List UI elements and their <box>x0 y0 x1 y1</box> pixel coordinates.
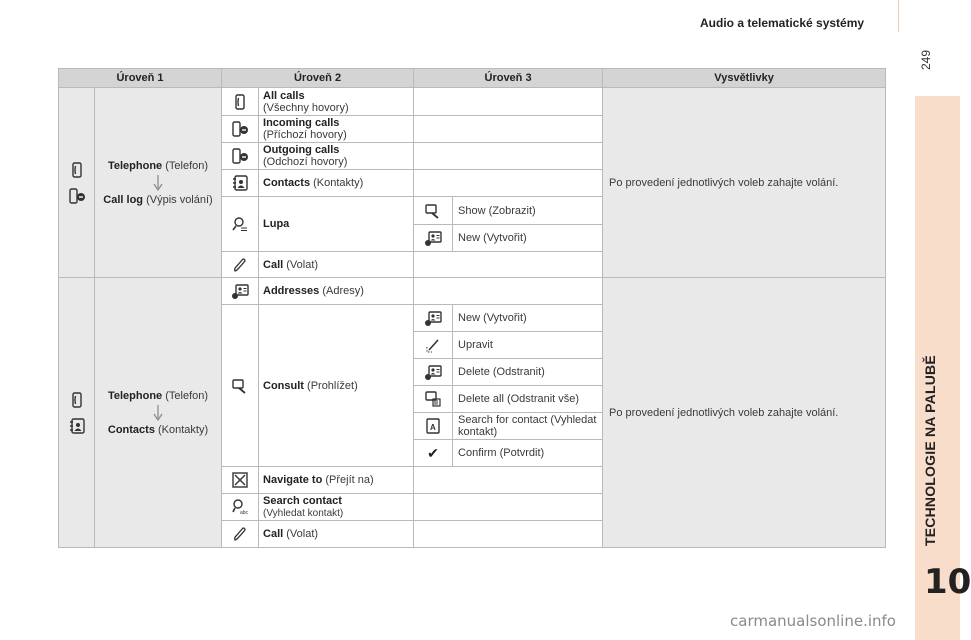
call-log-icon <box>68 187 86 205</box>
phone-list-icon <box>231 93 249 111</box>
telephone-label-rest: (Telefon) <box>162 389 209 402</box>
section2-explanation: Po provedení jednotlivých voleb zahajte volání. <box>603 278 886 548</box>
show-option[interactable]: Show (Zobrazit) <box>453 197 603 225</box>
checkmark-icon: ✔ <box>427 444 439 461</box>
navigate-icon <box>231 471 249 489</box>
show-icon-cell <box>414 197 453 225</box>
delete-all-option[interactable]: Delete all (Odstranit vše) <box>453 386 603 413</box>
new-icon-cell <box>414 225 453 252</box>
empty-l3 <box>414 252 603 278</box>
contacts-icon-cell <box>222 170 259 197</box>
chapter-title: TECHNOLOGIE NA PALUBĚ <box>922 355 938 546</box>
search-contact-item[interactable] <box>259 494 414 521</box>
magnifier-icon <box>231 215 249 233</box>
call-label: Call <box>263 528 284 540</box>
all-calls-item[interactable] <box>259 88 414 116</box>
section1-level1 <box>95 88 222 278</box>
call-sub: (Volat) <box>283 258 319 271</box>
section2-icons <box>59 278 95 548</box>
incoming-calls-sub: (Příchozí hovory) <box>263 129 347 141</box>
delete-option[interactable]: Delete (Odstranit) <box>453 359 603 386</box>
address-card-icon <box>231 282 249 300</box>
page-header-title: Audio a telematické systémy <box>700 16 865 30</box>
consult-icon-cell <box>222 305 259 467</box>
telephone-label: Telephone <box>107 389 163 402</box>
lupa-label: Lupa <box>263 218 290 230</box>
page-number: 249 <box>919 49 933 70</box>
incoming-icon-cell <box>222 116 259 143</box>
empty-l3 <box>414 88 603 116</box>
consult-sub: (Prohlížet) <box>303 379 358 392</box>
edit-option[interactable]: Upravit <box>453 332 603 359</box>
all-calls-label: All calls <box>263 89 305 102</box>
delete-icon-cell <box>414 359 453 386</box>
incoming-calls-item[interactable] <box>259 116 414 143</box>
new-contact-icon <box>424 229 442 247</box>
lupa-icon-cell <box>222 197 259 252</box>
contacts-label: Contacts <box>263 177 311 189</box>
section2-level1 <box>95 278 222 548</box>
search-contact-sub: (Vyhledat kontakt) <box>263 507 344 519</box>
contacts-sub: (Kontakty) <box>310 177 364 189</box>
confirm-option[interactable]: Confirm (Potvrdit) <box>453 440 603 467</box>
navigate-sub: (Přejít na) <box>322 474 374 486</box>
call-item[interactable] <box>259 252 414 278</box>
phone-incoming-icon <box>231 120 249 138</box>
call-label: Call <box>263 258 284 271</box>
section1-explanation: Po provedení jednotlivých voleb zahajte volání. <box>603 88 886 278</box>
new-option[interactable]: New (Vytvořit) <box>453 225 603 252</box>
call-icon-cell <box>222 521 259 548</box>
call-log-label-rest: (Výpis volání) <box>143 193 213 206</box>
addresses-item[interactable] <box>259 278 414 305</box>
contacts-icon <box>231 174 249 192</box>
phone-icon <box>68 391 86 409</box>
phone-icon <box>68 161 86 179</box>
contacts-label: Contacts <box>107 423 155 436</box>
empty-l3 <box>414 467 603 494</box>
addresses-icon-cell <box>222 278 259 305</box>
call-sub: (Volat) <box>283 528 319 540</box>
empty-l3 <box>414 143 603 170</box>
call-icon <box>231 525 249 543</box>
outgoing-calls-item[interactable] <box>259 143 414 170</box>
menu-table <box>58 68 886 548</box>
navigate-icon-cell <box>222 467 259 494</box>
telephone-label-rest: (Telefon) <box>162 159 209 172</box>
show-icon <box>424 202 442 220</box>
incoming-calls-label: Incoming calls <box>263 117 340 129</box>
search-contact-icon <box>424 417 442 435</box>
header-divider <box>898 0 899 32</box>
all-calls-icon-cell <box>222 88 259 116</box>
delete-all-icon-cell <box>414 386 453 413</box>
call-item[interactable] <box>259 521 414 548</box>
confirm-icon-cell <box>414 440 453 467</box>
delete-icon <box>424 363 442 381</box>
telephone-label: Telephone <box>107 159 163 172</box>
empty-l3 <box>414 278 603 305</box>
addresses-label: Addresses <box>263 285 320 297</box>
call-icon <box>231 256 249 274</box>
search-contact-option[interactable]: Search for contact (Vyhledat kontakt) <box>453 413 603 440</box>
addresses-sub: (Adresy) <box>319 285 364 297</box>
watermark: carmanualsonline.info <box>730 612 896 630</box>
all-calls-sub: (Všechny hovory) <box>263 101 349 114</box>
consult-item[interactable] <box>259 305 414 467</box>
empty-l3 <box>414 170 603 197</box>
new-icon-cell <box>414 305 453 332</box>
edit-icon <box>424 336 442 354</box>
header-explanation: Vysvětlivky <box>603 69 886 88</box>
empty-l3 <box>414 116 603 143</box>
empty-l3 <box>414 521 603 548</box>
navigate-item[interactable] <box>259 467 414 494</box>
section1-icons <box>59 88 95 278</box>
search-abc-icon-cell <box>222 494 259 521</box>
contacts-label-rest: (Kontakty) <box>154 423 209 436</box>
search-abc-icon <box>231 498 249 516</box>
lupa-item[interactable] <box>259 197 414 252</box>
consult-icon <box>231 377 249 395</box>
new-contact-icon <box>424 309 442 327</box>
outgoing-icon-cell <box>222 143 259 170</box>
outgoing-calls-sub: (Odchozí hovory) <box>263 156 348 168</box>
call-log-label: Call log <box>103 193 144 206</box>
search-contact-icon-cell <box>414 413 453 440</box>
header-level2: Úroveň 2 <box>222 69 414 88</box>
consult-label: Consult <box>263 379 304 392</box>
consult-new-option[interactable]: New (Vytvořit) <box>453 305 603 332</box>
header-level3: Úroveň 3 <box>414 69 603 88</box>
contacts-item[interactable] <box>259 170 414 197</box>
contacts-icon <box>68 417 86 435</box>
edit-icon-cell <box>414 332 453 359</box>
call-icon-cell <box>222 252 259 278</box>
navigate-label: Navigate to <box>263 474 323 486</box>
search-contact-label: Search contact <box>263 494 342 507</box>
phone-outgoing-icon <box>231 147 249 165</box>
delete-all-icon <box>424 390 442 408</box>
down-arrow-icon <box>153 405 163 421</box>
empty-l3 <box>414 494 603 521</box>
header-level1: Úroveň 1 <box>59 69 222 88</box>
outgoing-calls-label: Outgoing calls <box>263 144 340 156</box>
chapter-number: 10 <box>924 562 971 602</box>
down-arrow-icon <box>153 175 163 191</box>
